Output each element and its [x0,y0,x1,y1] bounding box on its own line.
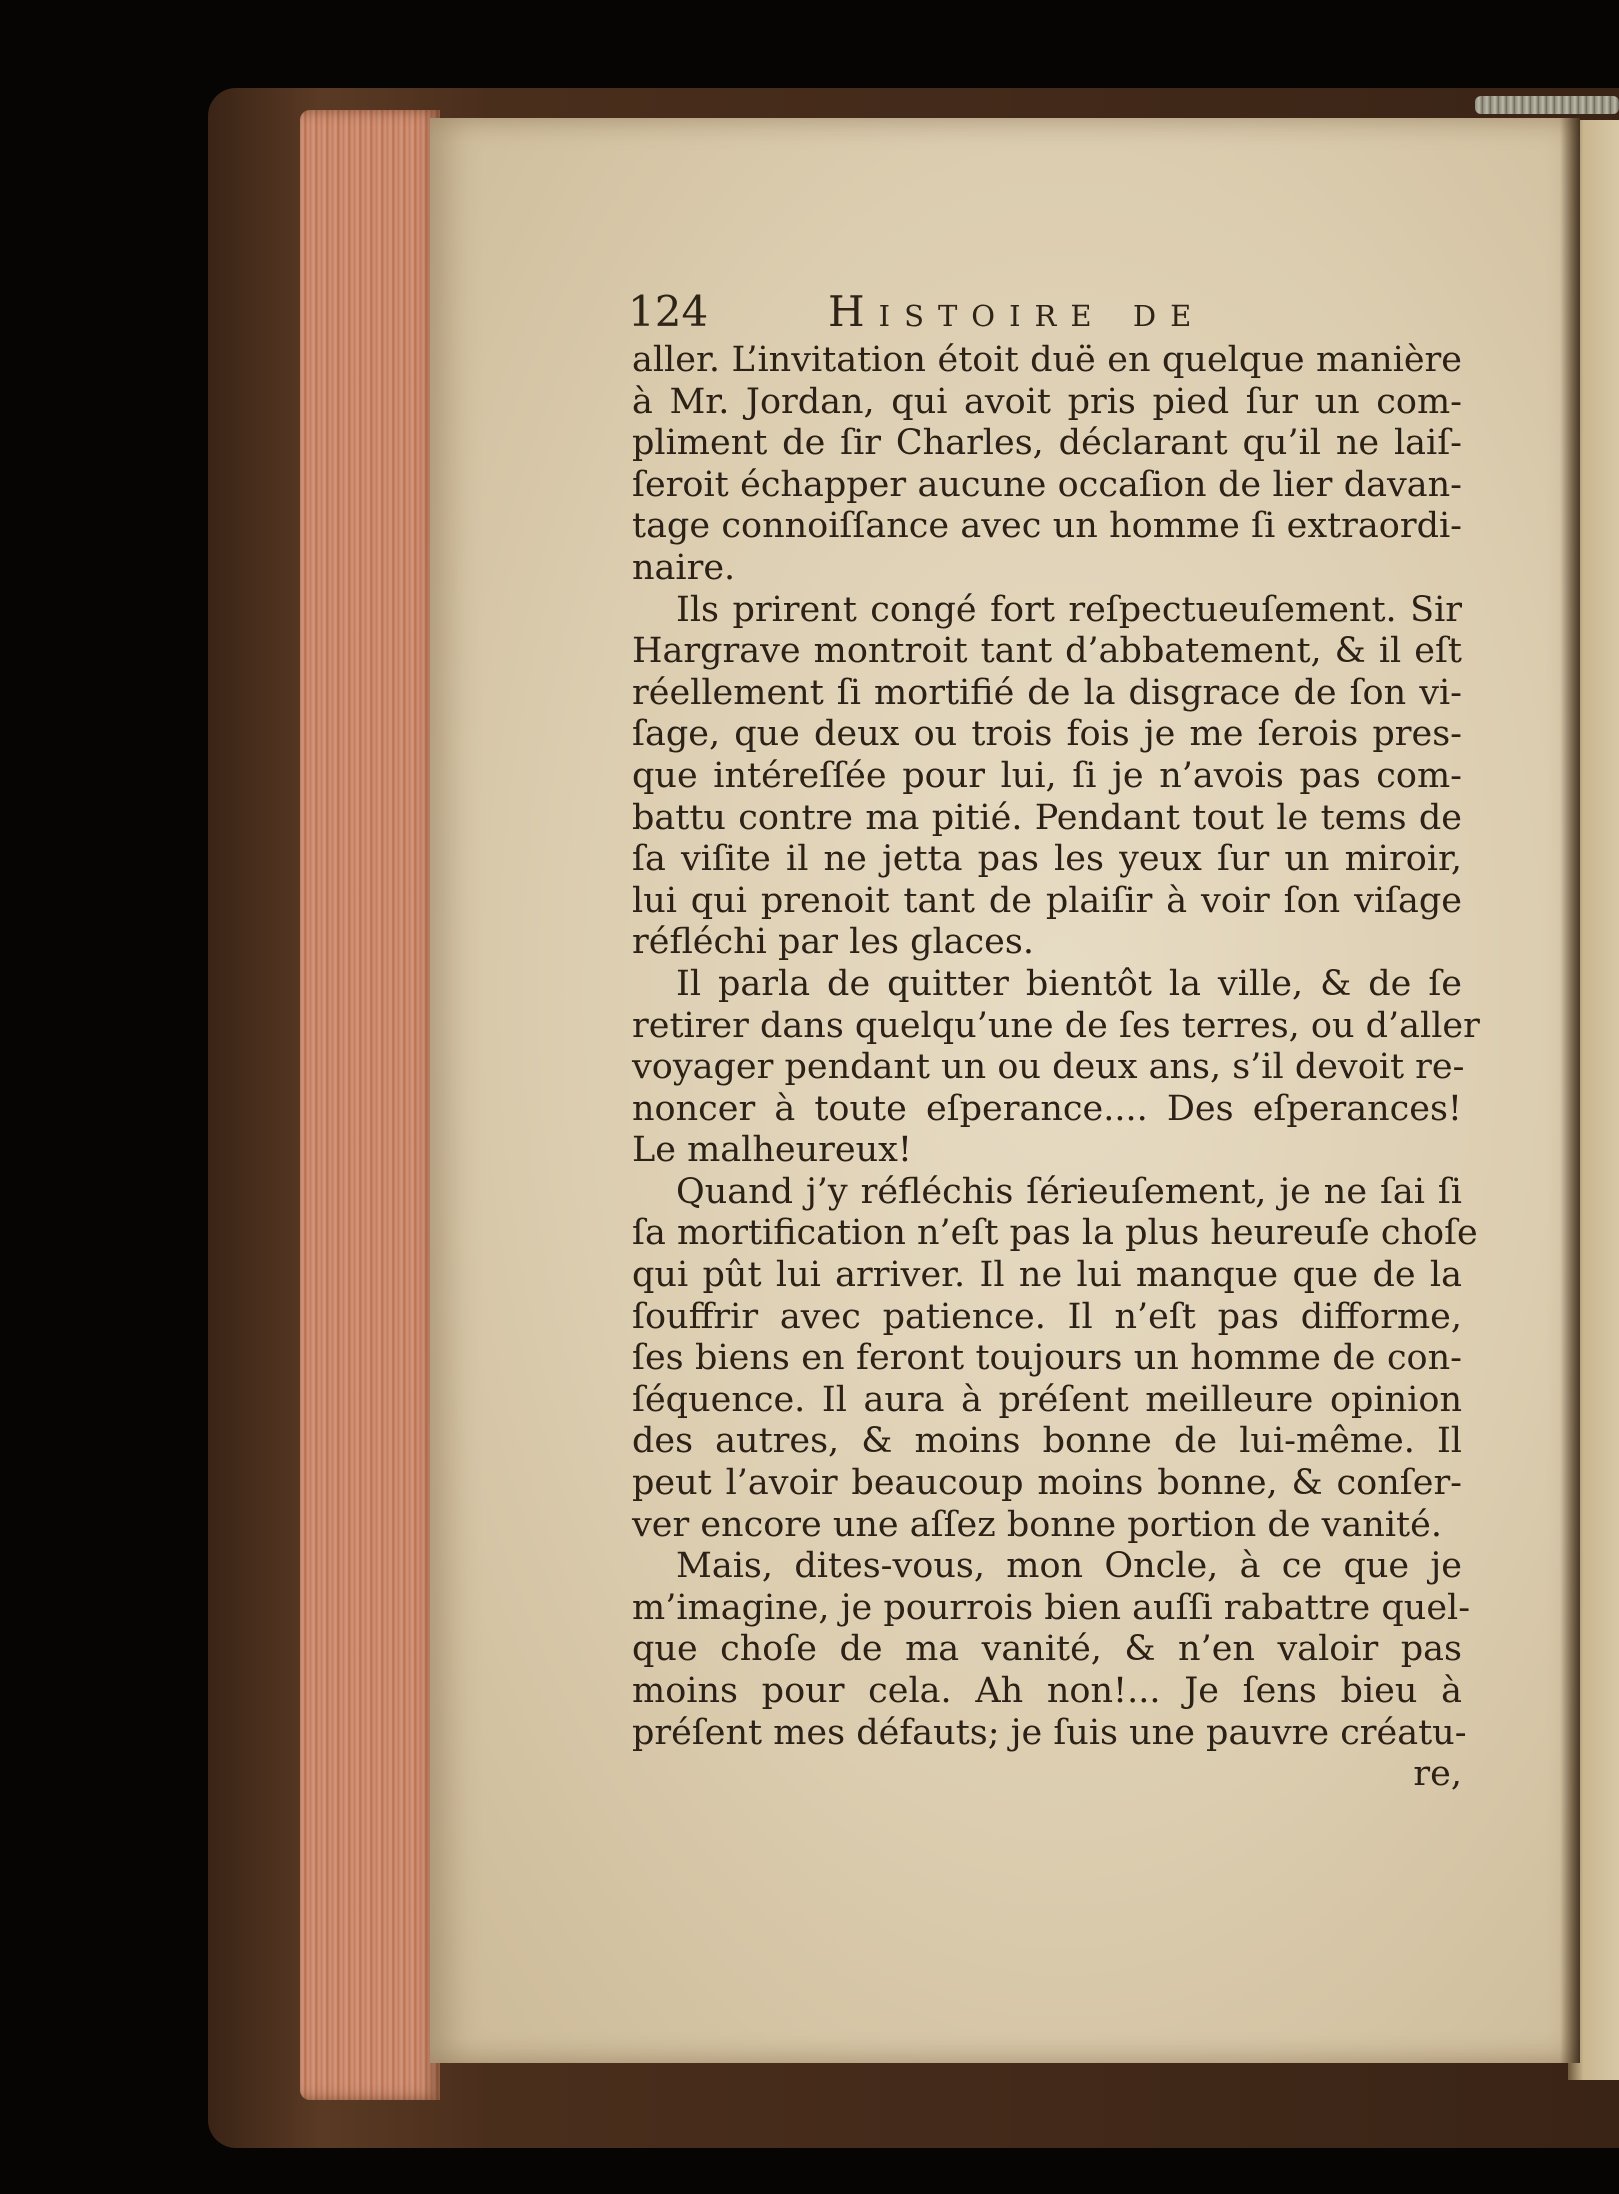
text-line: tage connoiſſance avec un homme ſi extraordi- [632,506,1462,547]
text-line: Quand j’y réfléchis ſérieuſement, je ne ſai ſi [676,1171,1462,1212]
text-line: battu contre ma pitié. Pendant tout le tems de [632,797,1462,838]
text-line: à Mr. Jordan, qui avoit pris pied ſur un com- [632,381,1462,422]
text-line: ver encore une aſſez bonne portion de vanité. [632,1504,1442,1545]
text-line: des autres, & moins bonne de lui-même. Il [632,1421,1462,1462]
text-line: ſeroit échapper aucune occaſion de lier davan- [632,464,1462,505]
catchword: re, [1413,1754,1462,1795]
page-gutter [1560,118,1580,2063]
page-header [628,282,1478,342]
text-line: voyager pendant un ou deux ans, s’il devoit re- [632,1047,1465,1088]
text-line: que choſe de ma vanité, & n’en valoir pas [632,1629,1462,1670]
text-line: réellement ſi mortifié de la disgrace de ſon vi- [632,672,1462,713]
text-line: retirer dans quelqu’une de ſes terres, ou d’aller [632,1005,1480,1046]
text-line: lui qui prenoit tant de plaiſir à voir ſon viſage [632,880,1462,921]
text-line: ſa viſite il ne jetta pas les yeux ſur un miroir, [632,839,1462,880]
text-line: Ils prirent congé fort reſpectueuſement. Sir [676,589,1462,630]
text-line: qui pût lui arriver. Il ne lui manque que de la [632,1255,1462,1296]
headband [1475,96,1619,114]
text-line: ſouffrir avec patience. Il n’eſt pas difforme, [632,1296,1462,1337]
text-line: peut l’avoir beaucoup moins bonne, & conſer- [632,1463,1462,1504]
text-line: réfléchi par les glaces. [632,922,1034,963]
text-line: que intéreſſée pour lui, ſi je n’avois pas com- [632,755,1462,796]
text-line: aller. L’invitation étoit duë en quelque manière [632,340,1462,380]
text-line: préſent mes défauts; je ſuis une pauvre créatu- [632,1712,1467,1753]
page-edges [300,110,440,2100]
text-line: ſes biens en feront toujours un homme de con- [632,1338,1462,1379]
text-line: m’imagine, je pourrois bien auſſi rabattre quel- [632,1587,1471,1628]
text-line: moins pour cela. Ah non!... Je ſens bieu à [632,1671,1462,1711]
text-line: Il parla de quitter bientôt la ville, & de ſe [676,963,1462,1004]
text-line: naire. [632,547,736,588]
text-line: ſage, que deux ou trois fois je me ſerois pres- [632,714,1462,755]
text-line: ſéquence. Il aura à préſent meilleure opinion [632,1379,1462,1420]
text-line: pliment de ſir Charles, déclarant qu’il ne laiſ- [632,423,1462,464]
text-line: ſa mortification n’eſt pas la plus heureuſe choſe [632,1213,1478,1254]
text-line: Mais, dites-vous, mon Oncle, à ce que je [676,1546,1462,1587]
running-title: Histoire de [828,287,1206,336]
text-line: noncer à toute eſperance.... Des eſperances! [632,1088,1462,1129]
body-text [632,340,1480,1796]
text-line: Hargrave montroit tant d’abbatement, & il eſt [632,631,1462,672]
page-number: 124 [628,287,709,336]
text-line: Le malheureux! [632,1130,912,1171]
